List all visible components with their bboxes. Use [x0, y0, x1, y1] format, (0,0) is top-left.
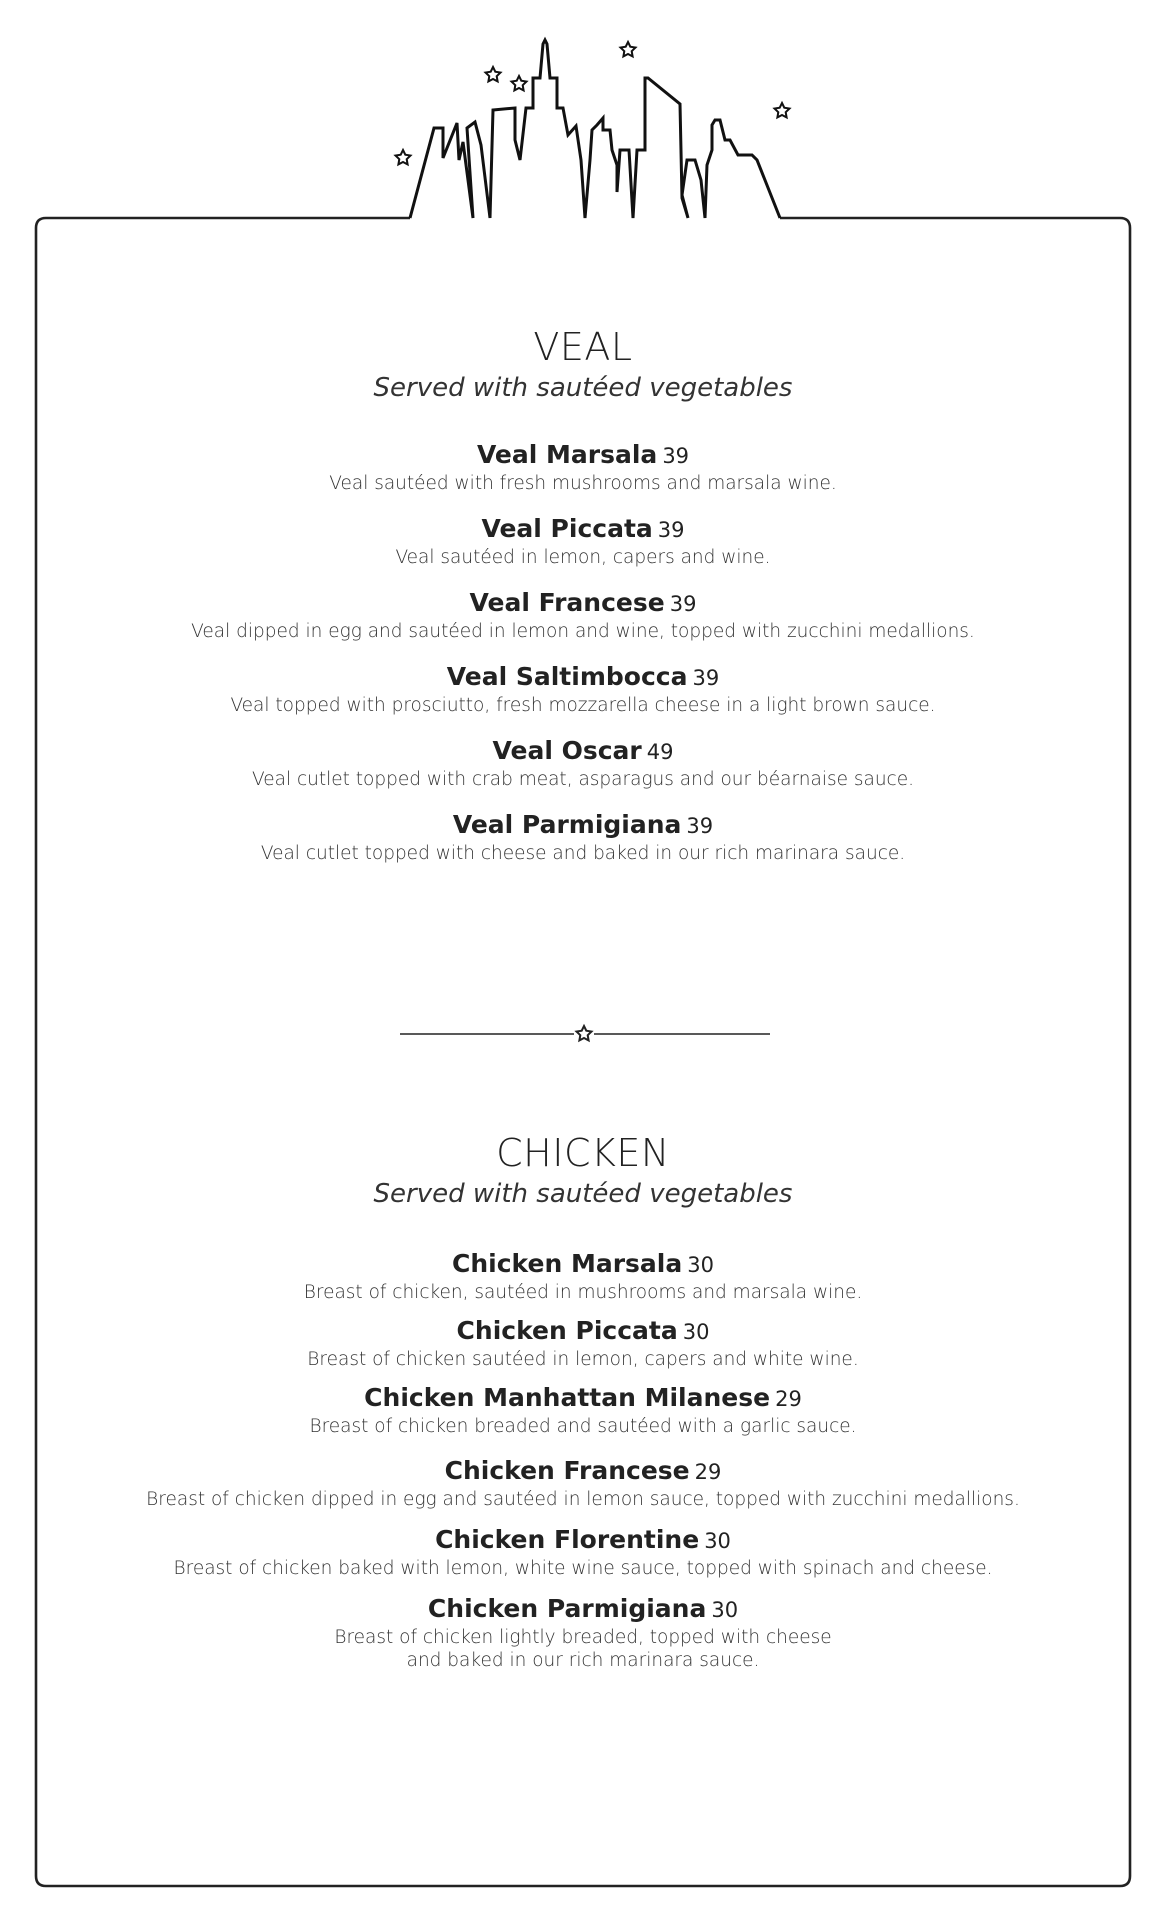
- item-price: 39: [657, 518, 685, 542]
- item-name: Chicken Marsala: [452, 1249, 683, 1278]
- menu-item: [38, 809, 1128, 865]
- item-name: Veal Francese: [469, 588, 665, 617]
- item-price: 49: [646, 740, 674, 764]
- item-description: Breast of chicken, sautéed in mushrooms and marsala wine.: [303, 1282, 863, 1303]
- section-divider: [400, 1026, 770, 1040]
- item-description: Veal cutlet topped with crab meat, asparagus and our béarnaise sauce.: [252, 769, 914, 790]
- star-icon: [621, 42, 636, 56]
- item-name: Chicken Piccata: [456, 1316, 678, 1345]
- chicken-items: [38, 1248, 1128, 1672]
- item-price: 30: [704, 1529, 731, 1553]
- menu-item: [38, 1382, 1128, 1438]
- item-name: Veal Oscar: [492, 736, 642, 765]
- item-description: Breast of chicken sautéed in lemon, capers and white wine.: [307, 1349, 859, 1370]
- menu-item: [38, 1455, 1128, 1511]
- item-price: 39: [686, 814, 714, 838]
- item-price: 39: [692, 666, 720, 690]
- item-price: 30: [682, 1320, 710, 1344]
- item-name: Chicken Florentine: [435, 1525, 700, 1554]
- item-description-line2: and baked in our rich marinara sauce.: [406, 1650, 760, 1671]
- item-name: Veal Parmigiana: [452, 810, 682, 839]
- menu-item: [38, 439, 1128, 495]
- menu-item: [38, 661, 1128, 717]
- star-icon: [512, 76, 527, 90]
- veal-items: [38, 439, 1128, 865]
- item-description: Veal topped with prosciutto, fresh mozzarella cheese in a light brown sauce.: [230, 695, 936, 716]
- item-price: 30: [711, 1598, 739, 1622]
- item-description: Veal sautéed in lemon, capers and wine.: [395, 547, 771, 568]
- item-name: Veal Saltimbocca: [446, 662, 688, 691]
- item-description: Breast of chicken lightly breaded, topped with cheese: [334, 1627, 832, 1648]
- item-description: Breast of chicken dipped in egg and sautéed in lemon sauce, topped with zucchini medallions.: [146, 1489, 1020, 1510]
- star-icon: [775, 103, 790, 117]
- menu-item: [38, 587, 1128, 643]
- menu-item: [38, 1593, 1128, 1672]
- star-icon: [486, 67, 501, 81]
- star-icon: [396, 150, 411, 164]
- menu-item: [38, 1524, 1128, 1580]
- item-name: Veal Marsala: [476, 440, 658, 469]
- veal-subtitle: Served with sautéed vegetables: [373, 373, 793, 403]
- menu-item: [38, 1248, 1128, 1304]
- item-description: Veal dipped in egg and sautéed in lemon and wine, topped with zucchini medallions.: [191, 621, 975, 642]
- item-name: Chicken Francese: [444, 1456, 690, 1485]
- skyline-stars: [396, 42, 790, 164]
- menu-item: [38, 1315, 1128, 1371]
- star-icon: [577, 1026, 592, 1040]
- item-name: Veal Piccata: [481, 514, 653, 543]
- item-price: 29: [694, 1460, 722, 1484]
- chicken-subtitle: Served with sautéed vegetables: [373, 1179, 793, 1209]
- chicken-section: [38, 1131, 1128, 1683]
- item-description: Breast of chicken baked with lemon, white wine sauce, topped with spinach and cheese.: [173, 1558, 993, 1579]
- item-name: Chicken Manhattan Milanese: [364, 1383, 771, 1412]
- menu-item: [38, 513, 1128, 569]
- item-description: Breast of chicken breaded and sautéed with a garlic sauce.: [309, 1416, 857, 1437]
- chicken-title: CHICKEN: [496, 1131, 670, 1175]
- item-description: Veal cutlet topped with cheese and baked in our rich marinara sauce.: [260, 843, 906, 864]
- item-price: 29: [775, 1387, 802, 1411]
- item-price: 39: [669, 592, 697, 616]
- item-name: Chicken Parmigiana: [427, 1594, 707, 1623]
- item-description: Veal sautéed with fresh mushrooms and marsala wine.: [329, 473, 837, 494]
- menu-item: [38, 735, 1128, 791]
- veal-title: VEAL: [533, 325, 633, 369]
- item-price: 30: [687, 1253, 714, 1277]
- city-skyline-icon: [410, 40, 780, 218]
- veal-section: [38, 325, 1128, 883]
- item-price: 39: [662, 444, 690, 468]
